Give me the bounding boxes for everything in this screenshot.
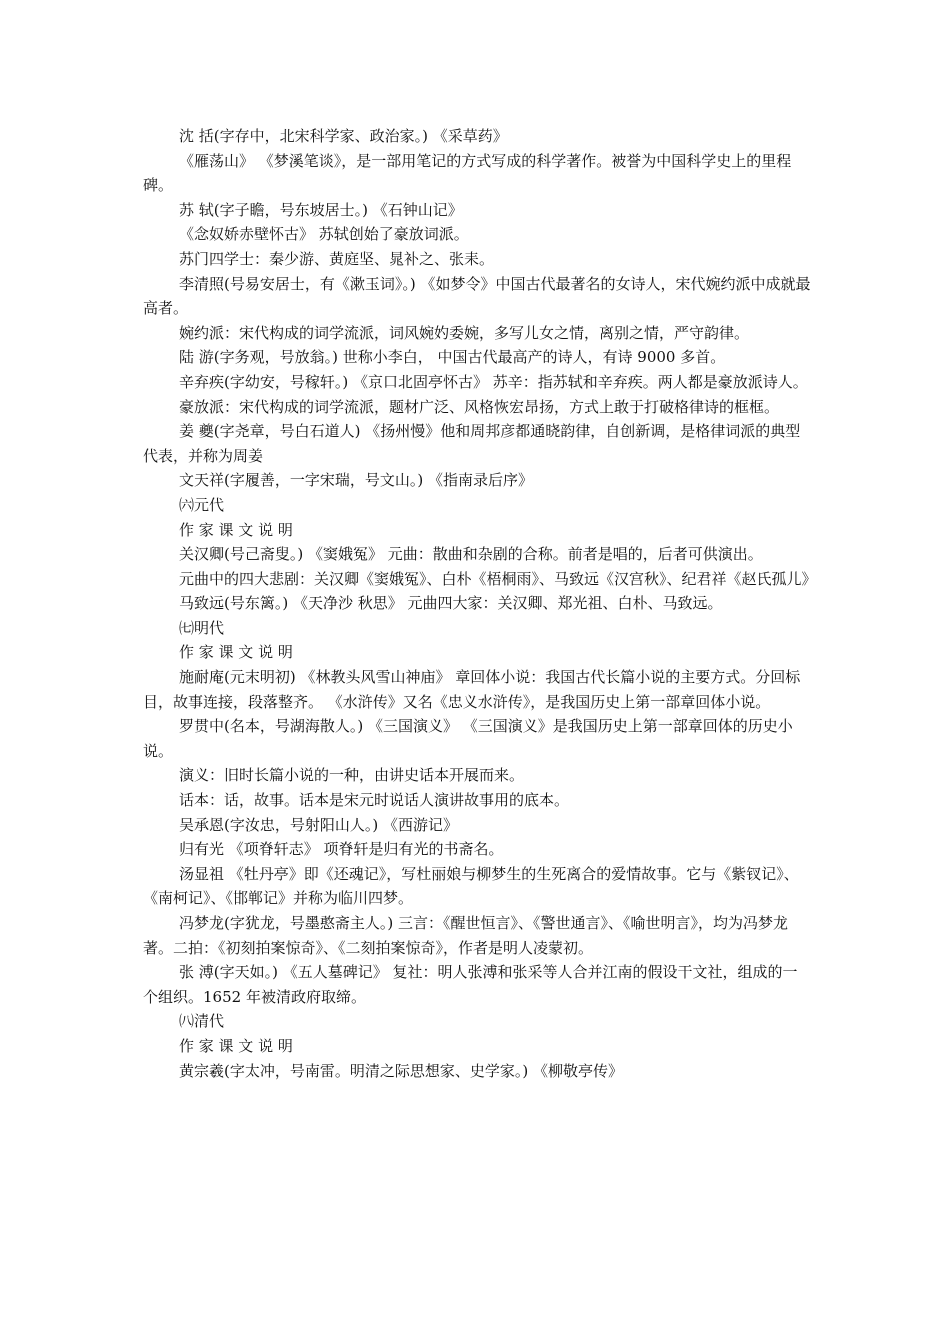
paragraph: 马致远(号东篱。) 《天净沙 秋思》 元曲四大家：关汉卿、郑光祖、白朴、马致远。: [179, 594, 723, 613]
paragraph: 苏 轼(字子瞻，号东坡居士。) 《石钟山记》: [179, 200, 463, 219]
paragraph: 婉约派：宋代构成的词学流派，词风婉妁委婉，多写儿女之情，离别之情，严守韵律。: [179, 323, 750, 342]
section-heading-yuan: ㈥元代: [179, 495, 225, 514]
section-heading-qing: ㈧清代: [179, 1012, 225, 1031]
paragraph: 演义：旧时长篇小说的一种，由讲史话本开展而来。: [179, 766, 525, 785]
paragraph: 李清照(号易安居士，有《漱玉词》。) 《如梦令》中国古代最著名的女诗人，宋代婉约派中成就最高者。: [143, 274, 811, 318]
paragraph: 汤显祖 《牡丹亭》即《还魂记》，写杜丽娘与柳梦生的生死离合的爱情故事。它与《紫钗记》、《南柯记》、《邯郸记》并称为临川四梦。: [143, 864, 799, 908]
table-header-row: 作 家 课 文 说 明: [179, 520, 293, 539]
paragraph: 《念奴娇赤壁怀古》 苏轼创始了豪放词派。: [179, 225, 469, 244]
document-body: [143, 124, 817, 1083]
table-header-row: 作 家 课 文 说 明: [179, 643, 293, 662]
paragraph: 辛弃疾(字幼安，号稼轩。) 《京口北固亭怀古》 苏辛：指苏轼和辛弃疾。两人都是豪放派诗人。: [179, 372, 808, 391]
paragraph: 姜 夔(字尧章，号白石道人) 《扬州慢》他和周邦彦都通晓韵律，自创新调，是格律词派的典型代表，并称为周姜: [143, 422, 801, 465]
paragraph: 张 溥(字天如。) 《五人墓碑记》 复社：明人张溥和张采等人合并江南的假设干文社，组成的一个组织。1652 年被清政府取缔。: [143, 963, 798, 1006]
paragraph: 陆 游(字务观，号放翁。) 世称小李白， 中国古代最高产的诗人，有诗 9000 多首。: [179, 348, 726, 367]
paragraph: 冯梦龙(字犹龙，号墨憨斋主人。) 三言：《醒世恒言》、《警世通言》、《喻世明言》，均为冯梦龙著。二拍：《初刻拍案惊奇》、《二刻拍案惊奇》，作者是明人凌蒙初。: [143, 914, 788, 957]
section-heading-ming: ㈦明代: [179, 618, 225, 637]
paragraph: 归有光 《项脊轩志》 项脊轩是归有光的书斋名。: [179, 840, 504, 859]
paragraph: 关汉卿(号己斋叟。) 《窦娥冤》 元曲：散曲和杂剧的合称。前者是唱的，后者可供演出。: [179, 545, 763, 564]
paragraph: 黄宗羲(字太冲，号南雷。明清之际思想家、史学家。) 《柳敬亭传》: [179, 1061, 623, 1080]
table-header-row: 作 家 课 文 说 明: [179, 1036, 293, 1055]
paragraph: 沈 括(字存中，北宋科学家、政治家。) 《采草药》: [179, 127, 508, 145]
paragraph: 豪放派：宋代构成的词学流派，题材广泛、风格恢宏昂扬，方式上敢于打破格律诗的框框。: [179, 397, 780, 416]
paragraph: 话本：话，故事。话本是宋元时说话人演讲故事用的底本。: [179, 791, 570, 810]
paragraph: 苏门四学士：秦少游、黄庭坚、晁补之、张耒。: [179, 249, 495, 268]
paragraph: 文天祥(字履善，一字宋瑞，号文山。) 《指南录后序》: [179, 471, 533, 490]
paragraph: 施耐庵(元末明初) 《林教头风雪山神庙》 章回体小说：我国古代长篇小说的主要方式。分回标目，故事连接，段落整齐。 《水浒传》又名《忠义水浒传》，是我国历史上第一部章回体小说。: [143, 668, 801, 711]
paragraph: 《雁荡山》 《梦溪笔谈》，是一部用笔记的方式写成的科学著作。被誉为中国科学史上的里程碑。: [143, 151, 792, 195]
paragraph: 元曲中的四大悲剧：关汉卿《窦娥冤》、白朴《梧桐雨》、马致远《汉宫秋》、纪君祥《赵氏孤儿》: [179, 569, 817, 588]
paragraph: 吴承恩(字汝忠，号射阳山人。) 《西游记》: [179, 815, 458, 834]
paragraph: 罗贯中(名本，号湖海散人。) 《三国演义》 《三国演义》是我国历史上第一部章回体的历史小说。: [143, 717, 793, 760]
